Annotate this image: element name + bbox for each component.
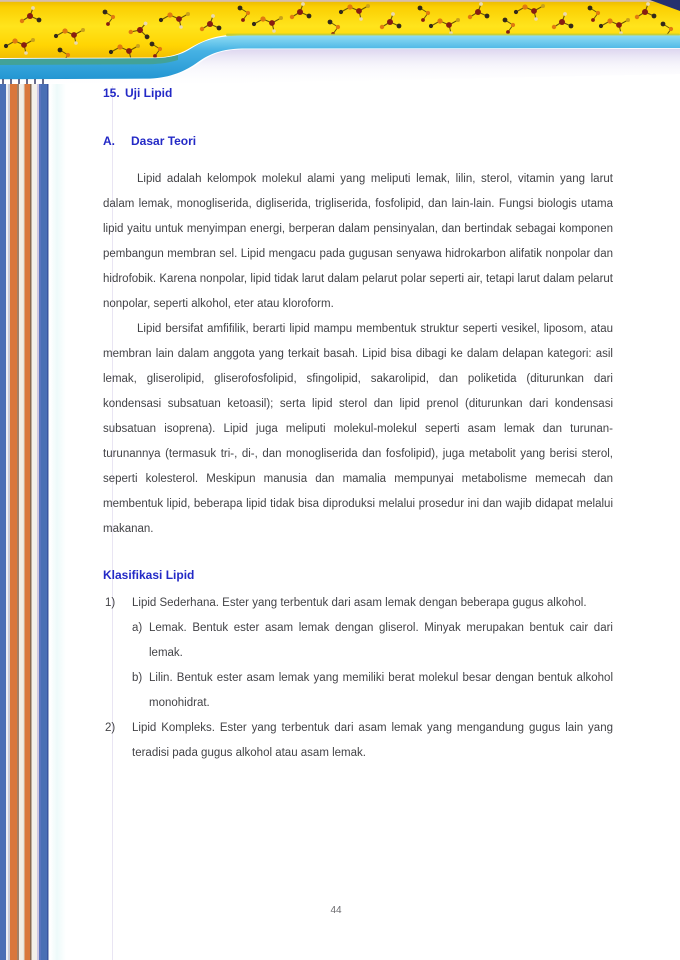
list-marker: 2)	[105, 722, 116, 734]
rail-glow	[50, 84, 66, 960]
chapter-title: Uji Lipid	[125, 86, 173, 100]
list-subitem	[132, 666, 613, 716]
list-item-text: Lemak. Bentuk ester asam lemak dengan gliserol. Minyak merupakan bentuk cair dari lemak.	[149, 622, 613, 659]
chapter-number: 15.	[103, 86, 120, 100]
section-letter: A.	[103, 134, 115, 148]
list-item-text: Lipid Kompleks. Ester yang terbentuk dari asam lemak yang mengandung gugus lain yang teradisi pada gugus alkohol atau asam lemak.	[132, 722, 613, 759]
list-item-text: Lipid Sederhana. Ester yang terbentuk dari asam lemak dengan beberapa gugus alkohol.	[132, 597, 587, 609]
classification-list	[103, 591, 613, 766]
page-number: 44	[330, 905, 342, 916]
list-marker: a)	[132, 622, 143, 634]
list-item-text: Lilin. Bentuk ester asam lemak yang memiliki berat molekul besar dengan bentuk alkohol monohidrat.	[149, 672, 613, 709]
page-title	[103, 86, 613, 100]
left-stripe-rail	[0, 84, 50, 960]
list-marker: 1)	[105, 597, 116, 609]
list-item	[103, 716, 613, 766]
paragraph: Lipid bersifat amfifilik, berarti lipid mampu membentuk struktur seperti vesikel, liposom, atau membran lain dalam anggota yang terkait basah. Lipid bisa dibagi ke dalam delapan kategori: asil lemak, gliserolipid, gliserofosfolipid, sfingolipid, sakarolipid, dan poliketida (diturunkan dari kondensasi subsatuan ketoasil); serta lipid sterol dan lipid prenol (diturunkan dari kondensasi subsatuan isoprena). Lipid juga meliputi molekul-molekul seperti asam lemak dan turunan-turunannya (termasuk tri-, di-, dan monogliserida dan fosfolipid), juga metabolit yang berisi sterol, seperti kolesterol. Meskipun manusia dan mamalia mempunyai metabolisme memecah dan membentuk lipid, beberapa lipid tidak bisa diproduksi melalui prosedur ini dan wajib didapat melalui makanan.	[103, 323, 613, 535]
list-item	[103, 591, 613, 616]
paragraph: Lipid adalah kelompok molekul alami yang meliputi lemak, lilin, sterol, vitamin yang larut dalam lemak, monogliserida, digliserida, trigliserida, fosfolipid, dan lain-lain. Fungsi biologis utama lipid yaitu untuk menyimpan energi, berperan dalam pensinyalan, dan bertindak sebagai komponen pembangun membran sel. Lipid mengacu pada gugusan senyawa hidrokarbon alifatik nonpolar dan hidrofobik. Karena nonpolar, lipid tidak larut dalam pelarut polar seperti air, tetapi larut dalam pelarut nonpolar, seperti alkohol, eter atau kloroform.	[103, 173, 613, 310]
subsection-heading-klasifikasi: Klasifikasi Lipid	[103, 568, 195, 582]
section-heading-dasar-teori	[103, 134, 613, 148]
section-heading-text: Dasar Teori	[131, 134, 197, 148]
list-subitem	[132, 616, 613, 666]
document-content	[103, 86, 613, 766]
list-marker: b)	[132, 672, 143, 684]
header-banner	[0, 0, 680, 92]
